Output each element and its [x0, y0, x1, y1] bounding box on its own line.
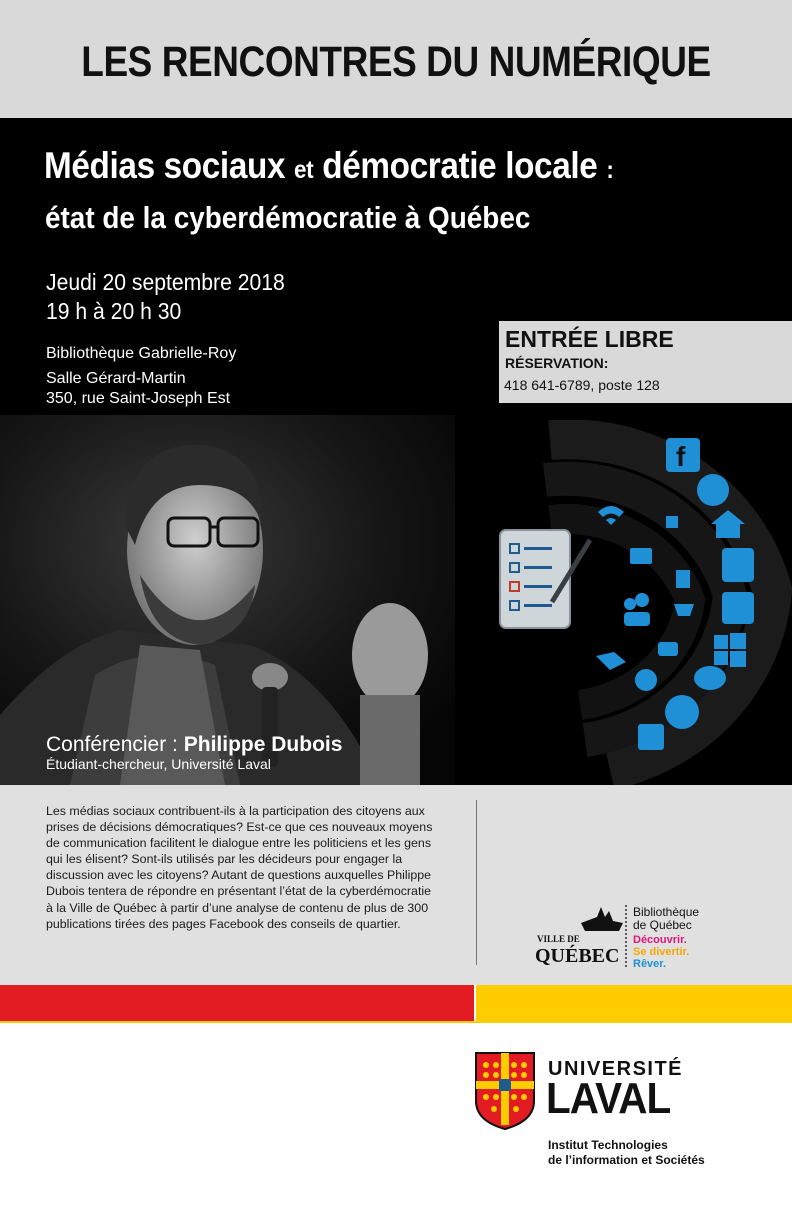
university-line2: LAVAL — [546, 1074, 671, 1123]
checklist-icon — [500, 530, 590, 628]
reservation-label: RÉSERVATION: — [505, 355, 609, 371]
slogan-entertain: Se divertir. — [633, 946, 690, 958]
institute-name — [548, 1138, 705, 1168]
city-name: QUÉBEC — [535, 945, 620, 967]
library-line1: Bibliothèque — [633, 905, 700, 919]
title-colon: : — [606, 156, 614, 184]
home-icon-small — [638, 724, 664, 750]
briefcase-icon — [630, 548, 652, 564]
event-time: 19 h à 20 h 30 — [46, 298, 182, 324]
document-icon — [676, 570, 690, 588]
event-subtitle: état de la cyberdémocratie à Québec — [45, 200, 531, 235]
globe-icon — [697, 474, 729, 506]
red-bar — [0, 985, 474, 1021]
series-title: LES RENCONTRES DU NUMÉRIQUE — [81, 38, 711, 86]
event-date: Jeudi 20 septembre 2018 — [46, 269, 285, 295]
library-line2: de Québec — [633, 918, 692, 932]
institute-line2: de l’information et Sociétés — [548, 1153, 705, 1167]
description-divider — [476, 800, 477, 965]
svg-text:f: f — [676, 441, 686, 472]
laval-crest-icon — [474, 1051, 536, 1131]
ship-icon — [581, 907, 623, 931]
event-datetime — [46, 268, 285, 326]
venue-address: 350, rue Saint-Joseph Est — [46, 390, 231, 407]
group-icon — [624, 593, 650, 626]
social-media-illustration — [490, 420, 792, 785]
institute-line1: Institut Technologies — [548, 1138, 668, 1152]
venue-room: Salle Gérard-Martin — [46, 370, 186, 387]
twitter-icon — [665, 695, 699, 729]
phone-icon — [635, 669, 657, 691]
city-top: VILLE DE — [537, 934, 580, 944]
event-title — [44, 145, 613, 187]
yellow-bar — [476, 985, 792, 1021]
event-description: Les médias sociaux contribuent-ils à la participation des citoyens aux prises de décisions démocratiques? Est-ce que ces nouveaux moyens de communication facilitent le dialogue entre les politiciens et les gens qui les élisent? Sont-ils utilisés par les décideurs pour engager la discussion avec les citoyens? Autant de questions auxquelles Philippe Dubois tentera de répondre en présentant l’état de la cyberdémocratie à la Ville de Québec à partir d’une analyse de contenu de plus de 300 publications tirées des pages Facebook des conseils de quartier. — [46, 804, 433, 931]
speaker-line — [46, 733, 342, 757]
reservation-phone: 418 641-6789, poste 128 — [504, 377, 660, 393]
speaker-photo — [0, 415, 455, 785]
wifi-icon — [658, 642, 678, 656]
title-connector: et — [294, 156, 314, 184]
handshake-icon — [596, 652, 626, 670]
event-venue — [46, 344, 236, 409]
youtube-icon — [722, 548, 754, 582]
yellow-rule — [0, 1021, 792, 1023]
admission-label: ENTRÉE LIBRE — [505, 326, 674, 352]
speaker-role: Étudiant-chercheur, Université Laval — [46, 756, 271, 772]
slogan-discover: Découvrir. — [633, 934, 687, 946]
title-part1: Médias sociaux — [44, 145, 286, 186]
title-part2: démocratie locale — [322, 145, 598, 186]
bibliotheque-quebec-logo — [535, 905, 735, 970]
google-plus-icon — [722, 592, 754, 624]
speaker-label: Conférencier : — [46, 733, 178, 756]
university-line1: UNIVERSITÉ — [548, 1058, 684, 1080]
slogan-dream: Rêver. — [633, 958, 667, 970]
speaker-name: Philippe Dubois — [183, 733, 343, 756]
chat-icon — [694, 666, 726, 690]
venue-name: Bibliothèque Gabrielle-Roy — [46, 345, 237, 362]
calendar-icon — [666, 516, 678, 528]
